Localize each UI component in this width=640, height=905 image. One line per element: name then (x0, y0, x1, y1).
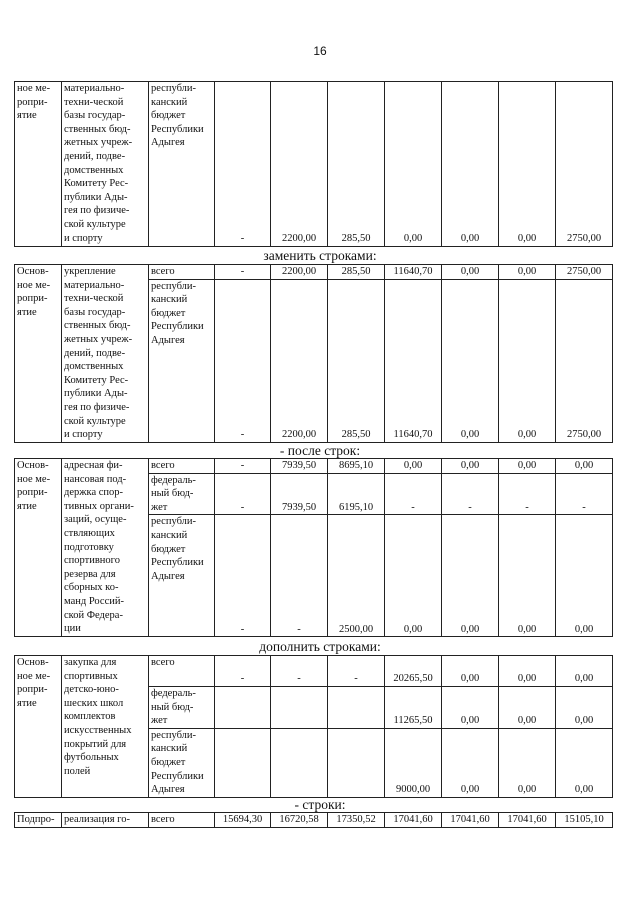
value-cell (271, 687, 328, 729)
value-cell (328, 687, 385, 729)
table-block-2 (14, 264, 613, 443)
value-cell: 0,00 (556, 515, 613, 637)
source-cell: республи- канский бюджет Республики Адыгея (149, 515, 215, 637)
table-row (15, 265, 613, 280)
value-cell: 2750,00 (556, 265, 613, 280)
value-cell: 0,00 (442, 728, 499, 797)
value-cell: 0,00 (499, 515, 556, 637)
value-cell: 0,00 (385, 515, 442, 637)
value-cell: 11640,70 (385, 265, 442, 280)
value-cell: 9000,00 (385, 728, 442, 797)
name-cell: адресная фи- нансовая под- держка спор- тивных органи- заций, осуще- ствляющих подготовку спортивного резерва для сборных ко- манд Россий- ской Федера- ции (62, 459, 149, 637)
value-cell: - (215, 279, 271, 442)
value-cell: 0,00 (385, 82, 442, 247)
type-cell: Основ- ное ме- ропри- ятие (15, 459, 62, 637)
value-cell: 0,00 (442, 82, 499, 247)
heading-rows: - строки: (294, 797, 346, 812)
value-cell: 15105,10 (556, 813, 613, 828)
value-cell: 0,00 (499, 687, 556, 729)
value-cell: 0,00 (499, 82, 556, 247)
value-cell: 17041,60 (385, 813, 442, 828)
value-cell: 2750,00 (556, 279, 613, 442)
heading-after: - после строк: (279, 443, 361, 458)
source-cell: республи- канский бюджет Республики Адыгея (149, 82, 215, 247)
table-block-5 (14, 812, 613, 828)
value-cell: - (442, 473, 499, 515)
value-cell: 0,00 (499, 656, 556, 687)
value-cell: 0,00 (499, 279, 556, 442)
table-row (15, 459, 613, 474)
value-cell: 0,00 (442, 656, 499, 687)
value-cell: - (215, 82, 271, 247)
value-cell: 11265,50 (385, 687, 442, 729)
value-cell: 0,00 (499, 265, 556, 280)
type-cell: Подпро- (15, 813, 62, 828)
value-cell: 0,00 (499, 459, 556, 474)
source-cell: всего (149, 813, 215, 828)
value-cell: 0,00 (499, 728, 556, 797)
value-cell: 2200,00 (271, 265, 328, 280)
value-cell: 285,50 (328, 279, 385, 442)
value-cell (215, 728, 271, 797)
source-cell: всего (149, 459, 215, 474)
source-cell: республи- канский бюджет Республики Адыгея (149, 728, 215, 797)
value-cell: 0,00 (556, 728, 613, 797)
value-cell: - (215, 515, 271, 637)
source-cell: федераль- ный бюд- жет (149, 687, 215, 729)
table-row (15, 656, 613, 687)
value-cell: 17041,60 (442, 813, 499, 828)
source-cell: республи- канский бюджет Республики Адыгея (149, 279, 215, 442)
value-cell: 7939,50 (271, 459, 328, 474)
value-cell: 11640,70 (385, 279, 442, 442)
value-cell: - (271, 656, 328, 687)
value-cell: - (215, 265, 271, 280)
table-block-1 (14, 81, 613, 247)
value-cell: 2750,00 (556, 82, 613, 247)
value-cell: 0,00 (556, 656, 613, 687)
value-cell: 2200,00 (271, 82, 328, 247)
value-cell: - (215, 656, 271, 687)
type-cell: ное ме- ропри- ятие (15, 82, 62, 247)
value-cell: 0,00 (442, 459, 499, 474)
name-cell: материально- техни-ческой базы государ- ственных бюд- жетных учреж- дений, подве- домственных Комитету Рес- публики Ады- гея по физиче- ской культуре и спорту (62, 82, 149, 247)
heading-replace: заменить строками: (263, 248, 377, 263)
value-cell: 17350,52 (328, 813, 385, 828)
value-cell: 20265,50 (385, 656, 442, 687)
value-cell: 17041,60 (499, 813, 556, 828)
value-cell: 8695,10 (328, 459, 385, 474)
name-cell: укрепление материально- техни-ческой базы государ- ственных бюд- жетных учреж- дений, подве- домственных Комитету Рес- публики Ады- гея по физиче- ской культуре и спорту (62, 265, 149, 443)
value-cell: - (215, 473, 271, 515)
table-block-4 (14, 655, 613, 798)
table-row (15, 813, 613, 828)
source-cell: федераль- ный бюд- жет (149, 473, 215, 515)
value-cell (271, 728, 328, 797)
table-row (15, 82, 613, 247)
value-cell: 285,50 (328, 265, 385, 280)
table-block-3 (14, 458, 613, 637)
value-cell: 0,00 (442, 687, 499, 729)
source-cell: всего (149, 656, 215, 687)
value-cell: 0,00 (556, 459, 613, 474)
value-cell (215, 687, 271, 729)
name-cell: реализация го- (62, 813, 149, 828)
value-cell: 6195,10 (328, 473, 385, 515)
value-cell: 2500,00 (328, 515, 385, 637)
value-cell: 15694,30 (215, 813, 271, 828)
value-cell: - (499, 473, 556, 515)
value-cell: 0,00 (556, 687, 613, 729)
value-cell: 0,00 (442, 279, 499, 442)
value-cell: - (215, 459, 271, 474)
value-cell: 16720,58 (271, 813, 328, 828)
value-cell: 0,00 (442, 515, 499, 637)
value-cell: - (556, 473, 613, 515)
heading-add: дополнить строками: (259, 639, 381, 654)
value-cell: 285,50 (328, 82, 385, 247)
value-cell: 0,00 (442, 265, 499, 280)
name-cell: закупка для спортивных детско-юно- шеских школ комплектов искусственных покрытий для футбольных полей (62, 656, 149, 798)
value-cell: - (271, 515, 328, 637)
value-cell: - (328, 656, 385, 687)
value-cell: 7939,50 (271, 473, 328, 515)
page-number: 16 (313, 44, 327, 58)
type-cell: Основ- ное ме- ропри- ятие (15, 265, 62, 443)
value-cell: - (385, 473, 442, 515)
value-cell: 2200,00 (271, 279, 328, 442)
source-cell: всего (149, 265, 215, 280)
value-cell (328, 728, 385, 797)
type-cell: Основ- ное ме- ропри- ятие (15, 656, 62, 798)
value-cell: 0,00 (385, 459, 442, 474)
